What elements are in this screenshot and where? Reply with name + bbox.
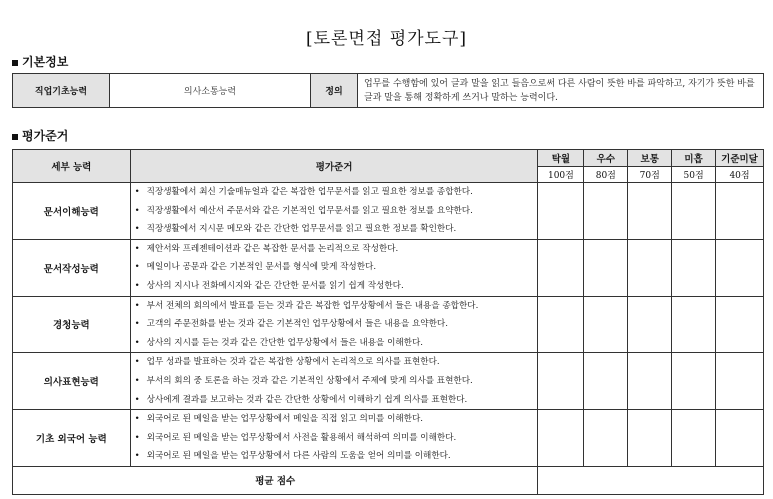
score-cell[interactable] [584, 353, 628, 410]
criteria-list [130, 410, 538, 467]
score-cell[interactable] [672, 353, 716, 410]
area-label: 의사표현능력 [13, 353, 131, 410]
score-cell[interactable] [716, 353, 764, 410]
criteria-item: • 직장생활에서 예산서 주문서와 같은 기본적인 업무문서를 읽고 필요한 정보를 요약한다. [135, 202, 534, 221]
square-bullet-icon [12, 60, 18, 66]
average-label: 평균 점수 [13, 466, 538, 494]
score-cell[interactable] [628, 239, 672, 296]
score-cell[interactable] [716, 410, 764, 467]
score-cell[interactable] [584, 183, 628, 240]
table-row [13, 296, 764, 353]
section-criteria [12, 127, 68, 144]
square-bullet-icon [12, 134, 18, 140]
evaluation-table [12, 149, 764, 495]
table-row [13, 353, 764, 410]
section-basic-label: 기본정보 [22, 55, 69, 69]
score-cell[interactable] [716, 296, 764, 353]
average-row [13, 466, 764, 494]
criteria-item: • 직장생활에서 최신 기술매뉴얼과 같은 복잡한 업무문서를 읽고 필요한 정보를 종합한다. [135, 183, 534, 202]
rating-label: 우수 [584, 150, 628, 167]
score-cell[interactable] [584, 239, 628, 296]
criteria-item: • 외국어로 된 메일을 받는 업무상황에서 사전을 활용해서 해석하여 의미를 이해한다. [135, 429, 534, 448]
area-label: 기초 외국어 능력 [13, 410, 131, 467]
score-cell[interactable] [716, 183, 764, 240]
criteria-item: • 부서 전체의 회의에서 발표를 듣는 것과 같은 복잡한 업무상황에서 들은 내용을 종합한다. [135, 297, 534, 316]
score-cell[interactable] [716, 239, 764, 296]
score-cell[interactable] [538, 353, 584, 410]
definition-label: 정의 [311, 74, 358, 108]
criteria-list [130, 183, 538, 240]
rating-label: 보통 [628, 150, 672, 167]
score-cell[interactable] [672, 239, 716, 296]
area-label: 문서작성능력 [13, 239, 131, 296]
section-criteria-label: 평가준거 [22, 129, 69, 143]
table-row [13, 239, 764, 296]
score-cell[interactable] [628, 183, 672, 240]
criteria-item: • 외국어로 된 메일을 받는 업무상황에서 다른 사람의 도움을 얻어 의미를 이해한다. [135, 447, 534, 466]
score-cell[interactable] [672, 183, 716, 240]
score-cell[interactable] [538, 410, 584, 467]
criteria-item: • 제안서와 프레젠테이션과 같은 복잡한 문서를 논리적으로 작성한다. [135, 240, 534, 259]
criteria-item: • 고객의 주문전화를 받는 것과 같은 기본적인 업무상황에서 들은 내용을 요약한다. [135, 315, 534, 334]
score-cell[interactable] [628, 410, 672, 467]
criteria-item: • 상사의 지시나 전화메시지와 같은 간단한 문서를 읽기 쉽게 작성한다. [135, 277, 534, 296]
table-row [13, 183, 764, 240]
criteria-item: • 업무 성과를 발표하는 것과 같은 복잡한 상황에서 논리적으로 의사를 표현한다. [135, 353, 534, 372]
rating-score: 100점 [538, 167, 584, 183]
definition-text: 업무를 수행함에 있어 글과 말을 읽고 들음으로써 다른 사람이 뜻한 바를 파악하고, 자기가 뜻한 바를 글과 말을 통해 정확하게 쓰거나 말하는 능력이다. [358, 74, 764, 108]
rating-label: 탁월 [538, 150, 584, 167]
average-score-cell[interactable] [538, 466, 764, 494]
score-cell[interactable] [628, 353, 672, 410]
criteria-item: • 직장생활에서 지시문 메모와 같은 간단한 업무문서를 읽고 필요한 정보를 확인한다. [135, 220, 534, 239]
criteria-list [130, 296, 538, 353]
criteria-item: • 부서의 회의 중 토론을 하는 것과 같은 기본적인 상황에서 주제에 맞게 의사를 표현한다. [135, 372, 534, 391]
criteria-item: • 외국어로 된 메일을 받는 업무상황에서 메일을 직접 읽고 의미를 이해한다. [135, 410, 534, 429]
criteria-item: • 상사의 지시를 듣는 것과 같은 간단한 업무상황에서 들은 내용을 이해한다. [135, 334, 534, 353]
table-row [13, 410, 764, 467]
score-cell[interactable] [628, 296, 672, 353]
header-criteria: 평가준거 [130, 150, 538, 183]
rating-score: 40점 [716, 167, 764, 183]
rating-score: 70점 [628, 167, 672, 183]
score-cell[interactable] [584, 410, 628, 467]
rating-label: 미흡 [672, 150, 716, 167]
criteria-item: • 상사에게 결과를 보고하는 것과 같은 간단한 상황에서 이해하기 쉽게 의사를 표현한다. [135, 391, 534, 410]
rating-score: 80점 [584, 167, 628, 183]
score-cell[interactable] [672, 410, 716, 467]
score-cell[interactable] [538, 239, 584, 296]
rating-label: 기준미달 [716, 150, 764, 167]
criteria-list [130, 239, 538, 296]
section-basic-info [12, 53, 68, 70]
basic-info-table [12, 73, 764, 108]
rating-score: 50점 [672, 167, 716, 183]
criteria-item: • 메일이나 공문과 같은 기본적인 문서를 형식에 맞게 작성한다. [135, 258, 534, 277]
header-area: 세부 능력 [13, 150, 131, 183]
criteria-list [130, 353, 538, 410]
score-cell[interactable] [538, 296, 584, 353]
competency-value: 의사소통능력 [110, 74, 311, 108]
score-cell[interactable] [672, 296, 716, 353]
page-title: [토론면접 평가도구] [305, 29, 468, 49]
area-label: 경청능력 [13, 296, 131, 353]
competency-label: 직업기초능력 [13, 74, 110, 108]
score-cell[interactable] [584, 296, 628, 353]
area-label: 문서이해능력 [13, 183, 131, 240]
score-cell[interactable] [538, 183, 584, 240]
